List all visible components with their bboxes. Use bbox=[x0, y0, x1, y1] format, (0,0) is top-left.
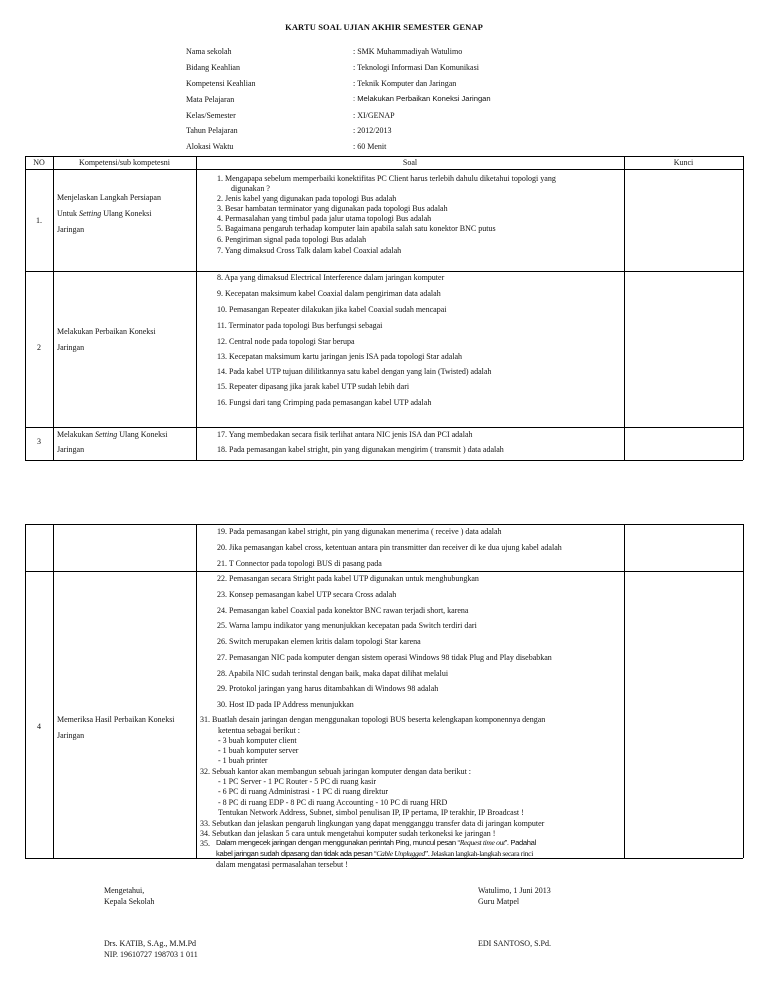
meta-value: : 2012/2013 bbox=[353, 126, 392, 135]
kompetensi-text: Melakukan Setting Ulang Koneksi bbox=[57, 430, 168, 439]
row-number: 2 bbox=[37, 343, 41, 352]
question-item: 24. Pemasangan kabel Coaxial pada konektor BNC rawan terjadi short, karena bbox=[217, 606, 469, 615]
question-item: - 3 buah komputer client bbox=[218, 736, 297, 745]
question-item: 33. Sebutkan dan jelaskan pengaruh lingkungan yang dapat mengganggu transfer data di jaringan komputer bbox=[200, 819, 545, 828]
header-kunci: Kunci bbox=[673, 158, 694, 167]
footer-text: Mengetahui, bbox=[104, 886, 145, 895]
question-item: 17. Yang membedakan secara fisik terlihat antara NIC jenis ISA dan PCI adalah bbox=[217, 430, 473, 439]
question-item: 1. Mengapapa sebelum memperbaiki konektifitas PC Client harus terlebih dahulu diketahui topologi yang bbox=[217, 174, 556, 183]
question-item: Tentukan Network Address, Subnet, simbol penulisan IP, IP pertama, IP terakhir, IP Broadcast ! bbox=[218, 808, 524, 817]
headmaster-nip: NIP. 19610727 198703 1 011 bbox=[104, 950, 198, 959]
question-item: 12. Central node pada topologi Star berupa bbox=[217, 337, 355, 346]
footer-text: Guru Matpel bbox=[478, 897, 520, 906]
question-item: 27. Pemasangan NIC pada komputer dengan sistem operasi Windows 98 tidak Plug and Play disebabkan bbox=[217, 653, 552, 662]
question-item: 29. Protokol jaringan yang harus ditambahkan di Windows 98 adalah bbox=[217, 684, 439, 693]
question-item: 6. Pengiriman signal pada topologi Bus adalah bbox=[217, 235, 367, 244]
question-item: 4. Permasalahan yang timbul pada jalur utama topologi Bus adalah bbox=[217, 214, 432, 223]
row-number: 3 bbox=[37, 437, 41, 446]
page-title: KARTU SOAL UJIAN AKHIR SEMESTER GENAP bbox=[285, 22, 483, 32]
kompetensi-text: Menjelaskan Langkah Persiapan bbox=[57, 193, 161, 202]
footer-text: Watulimo, 1 Juni 2013 bbox=[478, 886, 551, 895]
question-item: 23. Konsep pemasangan kabel UTP secara Cross adalah bbox=[217, 590, 397, 599]
meta-label: Nama sekolah bbox=[186, 47, 232, 56]
question-item: Dalam mengecek jaringan dengan menggunakan perintah Ping, muncul pesan “Request time out”. Padahal bbox=[216, 838, 536, 847]
kompetensi-text: Untuk Setting Ulang Koneksi bbox=[57, 209, 152, 218]
question-item: 28. Apabila NIC sudah terinstal dengan baik, maka dapat dilihat melalui bbox=[217, 669, 449, 678]
meta-label: Alokasi Waktu bbox=[186, 142, 234, 151]
meta-label: Kompetensi Keahlian bbox=[186, 79, 256, 88]
meta-value: : SMK Muhammadiyah Watulimo bbox=[353, 47, 463, 56]
question-item: 30. Host ID pada IP Address menunjukkan bbox=[217, 700, 354, 709]
question-item: 3. Besar hambatan terminator yang digunakan pada topologi Bus adalah bbox=[217, 204, 448, 213]
row-number: 1. bbox=[36, 216, 42, 225]
question-item: - 1 buah komputer server bbox=[218, 746, 299, 755]
question-item: 11. Terminator pada topologi Bus berfungsi sebagai bbox=[217, 321, 383, 330]
question-item: dalam mengatasi permasalahan tersebut ! bbox=[216, 860, 348, 869]
row-number: 4 bbox=[37, 722, 41, 731]
headmaster-name: Drs. KATIB, S.Ag., M.M.Pd bbox=[104, 939, 197, 948]
question-item: 5. Bagaimana pengaruh terhadap komputer lain apabila salah satu konektor BNC putus bbox=[217, 224, 496, 233]
meta-value: : Teknik Komputer dan Jaringan bbox=[353, 79, 457, 88]
question-item: 16. Fungsi dari tang Crimping pada pemasangan kabel UTP adalah bbox=[217, 398, 432, 407]
kompetensi-text: Jaringan bbox=[57, 445, 85, 454]
teacher-name: EDI SANTOSO, S.Pd. bbox=[478, 939, 551, 948]
question-item: ketentua sebagai berikut : bbox=[218, 726, 300, 735]
question-item: 25. Warna lampu indikator yang menunjukkan kecepatan pada Switch terdiri dari bbox=[217, 621, 477, 630]
question-item: 2. Jenis kabel yang digunakan pada topologi Bus adalah bbox=[217, 194, 397, 203]
meta-label: Bidang Keahlian bbox=[186, 63, 240, 72]
header-kompetensi: Kompetensi/sub kompetesni bbox=[79, 158, 170, 167]
meta-label: Mata Pelajaran bbox=[186, 95, 235, 104]
question-item: 21. T Connector pada topologi BUS di pasang pada bbox=[217, 559, 382, 568]
question-item: 18. Pada pemasangan kabel stright, pin yang digunakan mengirim ( transmit ) data adalah bbox=[217, 445, 504, 454]
question-item: - 6 PC di ruang Administrasi - 1 PC di ruang direktur bbox=[218, 787, 388, 796]
kompetensi-text: Jaringan bbox=[57, 343, 85, 352]
question-item: - 1 PC Server - 1 PC Router - 5 PC di ruang kasir bbox=[218, 777, 376, 786]
footer-text: Kepala Sekolah bbox=[104, 897, 155, 906]
question-item: - 8 PC di ruang EDP - 8 PC di ruang Accounting - 10 PC di ruang HRD bbox=[218, 798, 448, 807]
header-soal: Soal bbox=[402, 158, 418, 167]
kompetensi-text: Jaringan bbox=[57, 225, 85, 234]
kompetensi-text: Melakukan Perbaikan Koneksi bbox=[57, 327, 156, 336]
meta-value: : 60 Menit bbox=[353, 142, 387, 151]
question-item: 20. Jika pemasangan kabel cross, ketentuan antara pin transmitter dan receiver di ke dua ujung kabel adalah bbox=[217, 543, 562, 552]
question-item: 14. Pada kabel UTP tujuan dililitkannya satu kabel dengan yang lain (Twisted) adalah bbox=[217, 367, 492, 376]
question-item: kabel jaringan sudah dipasang dan tidak ada pesan “Cable Unplugged”. Jelaskan langkah-langkah secara rinci bbox=[216, 849, 533, 858]
question-item: 31. Buatlah desain jaringan dengan menggunakan topologi BUS beserta kelengkapan komponennya dengan bbox=[200, 715, 546, 724]
meta-value: : Melakukan Perbaikan Koneksi Jaringan bbox=[353, 94, 491, 103]
question-item: 7. Yang dimaksud Cross Talk dalam kabel Coaxial adalah bbox=[217, 246, 402, 255]
meta-value: : Teknologi Informasi Dan Komunikasi bbox=[353, 63, 479, 72]
question-item: 32. Sebuah kantor akan membangun sebuah jaringan komputer dengan data berikut : bbox=[200, 767, 472, 776]
kompetensi-text: Memeriksa Hasil Perbaikan Koneksi bbox=[57, 715, 175, 724]
question-item: 22. Pemasangan secara Stright pada kabel UTP digunakan untuk menghubungkan bbox=[217, 574, 479, 583]
question-item: 13. Kecepatan maksimum kartu jaringan jenis ISA pada topologi Star adalah bbox=[217, 352, 463, 361]
question-item: 9. Kecepatan maksimum kabel Coaxial dalam pengiriman data adalah bbox=[217, 289, 441, 298]
question-item: 26. Switch merupakan elemen kritis dalam topologi Star karena bbox=[217, 637, 421, 646]
question-item: - 1 buah printer bbox=[218, 756, 268, 765]
question-item: 8. Apa yang dimaksud Electrical Interference dalam jaringan komputer bbox=[217, 273, 445, 282]
meta-label: Kelas/Semester bbox=[186, 111, 236, 120]
question-item: 34. Sebutkan dan jelaskan 5 cara untuk mengetahui komputer sudah terkoneksi ke jaringan ! bbox=[200, 829, 496, 838]
meta-value: : XI/GENAP bbox=[353, 111, 395, 120]
question-item: 10. Pemasangan Repeater dilakukan jika kabel Coaxial sudah mencapai bbox=[217, 305, 447, 314]
meta-label: Tahun Pelajaran bbox=[186, 126, 238, 135]
header-no: NO bbox=[33, 158, 45, 167]
question-item: 15. Repeater dipasang jika jarak kabel UTP sudah lebih dari bbox=[217, 382, 410, 391]
question-item: 19. Pada pemasangan kabel stright, pin yang digunakan menerima ( receive ) data adalah bbox=[217, 527, 502, 536]
question-item: digunakan ? bbox=[231, 184, 270, 193]
question-item: 35. bbox=[200, 839, 210, 848]
kompetensi-text: Jaringan bbox=[57, 731, 85, 740]
